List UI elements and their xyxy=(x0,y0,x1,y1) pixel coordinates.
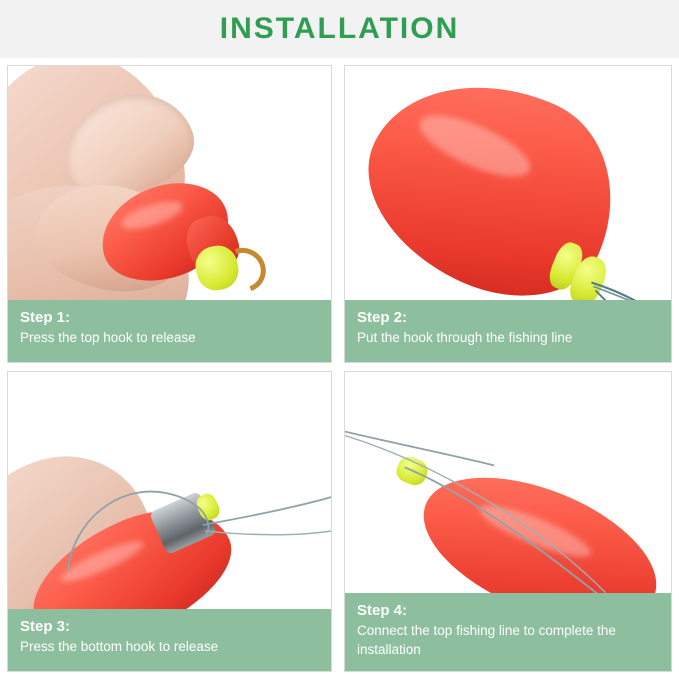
header-bar xyxy=(0,0,679,58)
step-panel-3 xyxy=(7,371,332,672)
step-4-caption xyxy=(345,593,672,671)
step-1-caption xyxy=(8,300,332,362)
step-2-label: Step 2: xyxy=(357,309,408,326)
page-title: INSTALLATION xyxy=(219,12,460,45)
step-3-label: Step 3: xyxy=(20,618,71,635)
step-2-text: Put the hook through the fishing line xyxy=(357,330,573,345)
step-2-caption xyxy=(345,300,672,362)
step-4-label: Step 4: xyxy=(357,602,408,619)
bobber-gloss xyxy=(119,196,186,235)
step-1-text: Press the top hook to release xyxy=(20,330,196,345)
step-panel-2 xyxy=(344,65,672,363)
step-panel-4 xyxy=(344,371,672,672)
step-3-text: Press the bottom hook to release xyxy=(20,639,219,654)
step-1-label: Step 1: xyxy=(20,309,71,326)
step-4-text: Connect the top fishing line to complete the installation xyxy=(357,623,616,657)
step-panel-1 xyxy=(7,65,332,363)
steps-grid xyxy=(0,58,679,680)
step-3-caption xyxy=(8,609,332,671)
